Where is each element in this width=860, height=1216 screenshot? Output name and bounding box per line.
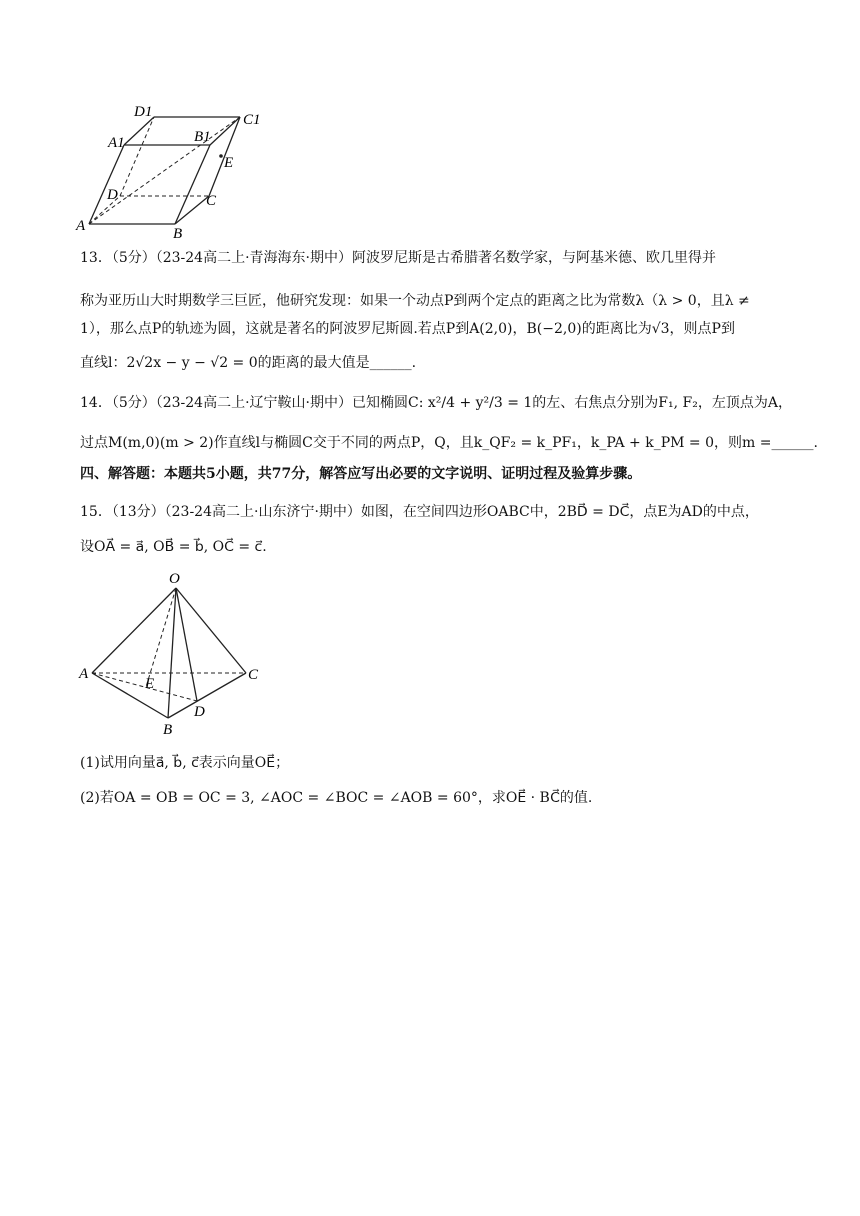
q13-line-1: 13．（5分）（23-24高二上·青海海东·期中）阿波罗尼斯是古希腊著名数学家，与阿基米德、欧几里得并	[80, 250, 716, 266]
label-E: E	[145, 676, 155, 692]
tetrahedron-figure	[70, 566, 270, 738]
section-heading: 四、解答题：本题共5小题，共77分，解答应写出必要的文字说明、证明过程及验算步骤。	[80, 466, 642, 482]
label-A: A	[79, 666, 89, 682]
label-A: A	[76, 218, 86, 234]
q13-line-4: 直线l：2√2x − y − √2 = 0的距离的最大值是______.	[80, 355, 417, 371]
q15-line-1: 15．（13分）（23-24高二上·山东济宁·期中）如图，在空间四边形OABC中，2BD⃗ = DC⃗，点E为AD的中点，	[80, 504, 759, 520]
label-O: O	[169, 571, 180, 587]
label-D1: D1	[134, 104, 153, 120]
label-C: C	[248, 667, 259, 683]
q14-line-1: 14．（5分）（23-24高二上·辽宁鞍山·期中）已知椭圆C: x²/4 + y²/3 = 1的左、右焦点分别为F₁, F₂，左顶点为A，	[80, 395, 792, 411]
label-D: D	[107, 187, 118, 203]
q15-part-1: (1)试用向量a⃗, b⃗, c⃗表示向量OE⃗；	[80, 755, 290, 771]
label-B: B	[173, 226, 183, 242]
q13-line-3: 1），那么点P的轨迹为圆，这就是著名的阿波罗尼斯圆.若点P到A(2,0)，B(−2,0)的距离比为√3，则点P到	[80, 321, 735, 337]
label-E: E	[224, 155, 234, 171]
label-B1: B1	[194, 129, 211, 145]
label-D: D	[194, 704, 205, 720]
prism-figure	[60, 92, 290, 242]
q15-line-2: 设OA⃗ = a⃗, OB⃗ = b⃗, OC⃗ = c⃗.	[80, 539, 267, 555]
label-C: C	[206, 193, 217, 209]
label-C1: C1	[243, 112, 261, 128]
q15-part-2: (2)若OA = OB = OC = 3, ∠AOC = ∠BOC = ∠AOB = 60°，求OE⃗ · BC⃗的值.	[80, 790, 593, 806]
q13-line-2: 称为亚历山大时期数学三巨匠，他研究发现：如果一个动点P到两个定点的距离之比为常数λ（λ > 0，且λ ≠	[80, 293, 750, 309]
q14-line-2: 过点M(m,0)(m > 2)作直线l与椭圆C交于不同的两点P，Q，且k_QF₂ = k_PF₁，k_PA + k_PM = 0，则m =______.	[80, 435, 818, 451]
label-B: B	[163, 722, 173, 738]
label-A1: A1	[108, 135, 125, 151]
